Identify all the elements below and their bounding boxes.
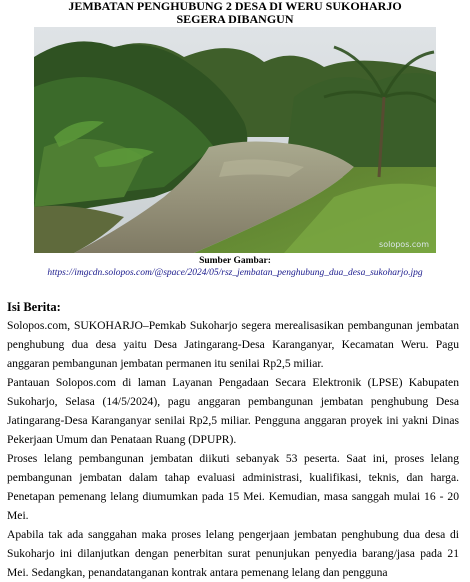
article-title-line-2: SEGERA DIBANGUN bbox=[176, 12, 294, 26]
paragraph-2: Pantauan Solopos.com di laman Layanan Pengadaan Secara Elektronik (LPSE) Kabupaten Sukoharjo, Selasa (14/5/2024), pagu anggaran pembangunan jembatan penghubung Desa Jatingarang-Desa Karanganyar senilai Rp2,5 miliar. Pengguna anggaran proyek ini yakni Dinas Pekerjaan Umum dan Penataan Ruang (DPUPR). bbox=[7, 376, 459, 446]
paragraph-1: Solopos.com, SUKOHARJO–Pemkab Sukoharjo segera merealisasikan pembangunan jembatan penghubung dua desa yaitu Desa Jatingarang-Desa Karanganyar, Kecamatan Weru. Pagu anggaran pembangunan jembatan permanen itu senilai Rp2,5 miliar. bbox=[7, 319, 459, 370]
article-body bbox=[7, 316, 459, 582]
image-caption bbox=[0, 255, 470, 279]
article-title-line-1: JEMBATAN PENGHUBUNG 2 DESA DI WERU SUKOHARJO bbox=[68, 0, 402, 13]
section-heading: Isi Berita: bbox=[7, 300, 61, 314]
paragraph-3: Proses lelang pembangunan jembatan diikuti sebanyak 53 peserta. Saat ini, proses lelang pembangunan jembatan dalam tahap evaluasi administrasi, kualifikasi, teknis, dan harga. Penetapan pemenang lelang diumumkan pada 15 Mei. Kemudian, masa sanggah mulai 16 - 20 Mei. bbox=[7, 452, 459, 522]
river-photo bbox=[34, 27, 436, 253]
caption-source-url[interactable]: https://imgcdn.solopos.com/@space/2024/05/rsz_jembatan_penghubung_dua_desa_sukoharjo.jpg bbox=[47, 268, 423, 278]
caption-label: Sumber Gambar: bbox=[199, 256, 271, 266]
paragraph-4: Apabila tak ada sanggahan maka proses lelang pengerjaan jembatan penghubung dua desa di Sukoharjo ini dilanjutkan dengan penerbitan surat penunjukan penyedia barang/jasa pada 21 Mei. Sedangkan, penandatanganan kontrak antara pemenang lelang dan pengguna bbox=[7, 528, 459, 579]
article-title bbox=[0, 0, 470, 26]
photo-watermark: solopos.com bbox=[379, 240, 429, 249]
